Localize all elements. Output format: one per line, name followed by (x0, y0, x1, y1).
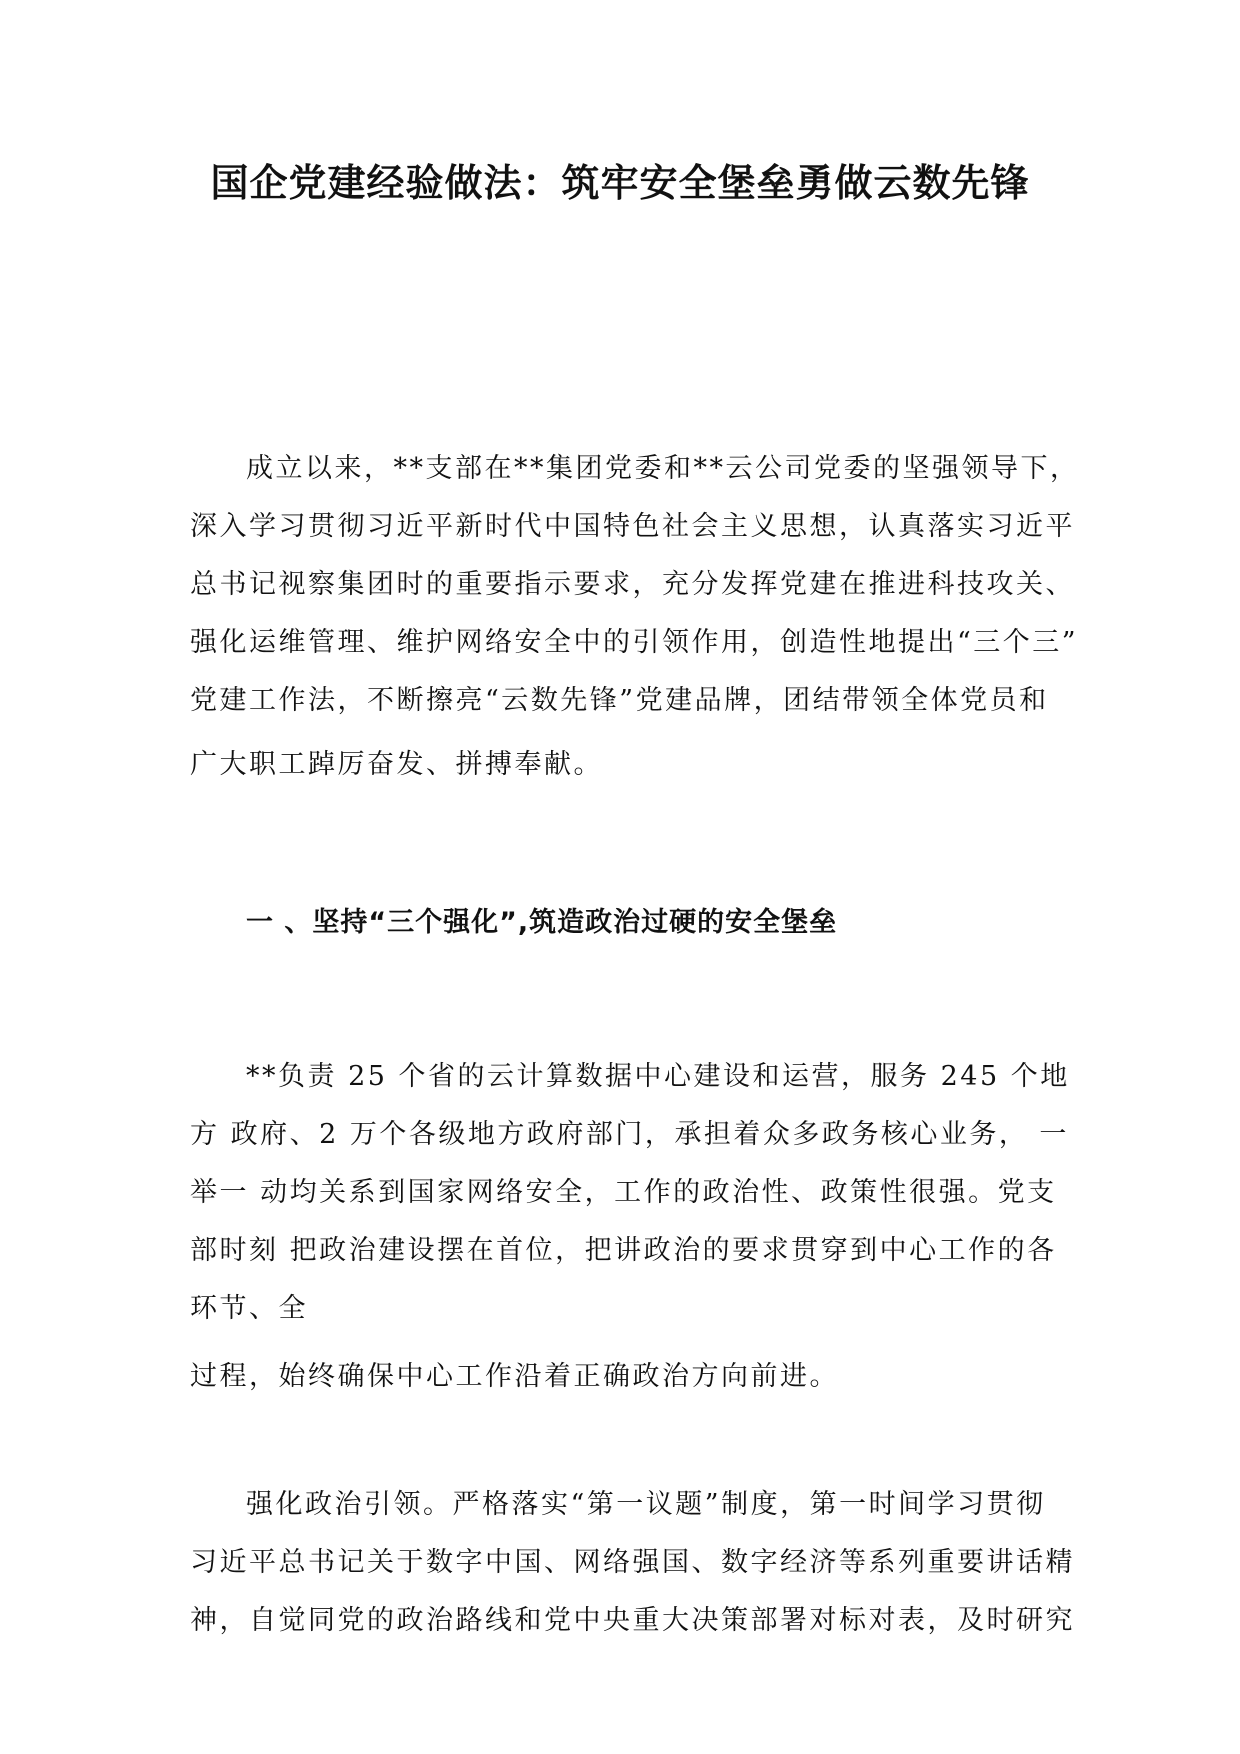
political-guidance-paragraph (190, 1476, 1075, 1650)
paragraph-line: 环节、全 (190, 1293, 308, 1324)
intro-paragraph (190, 440, 1080, 794)
section-heading: 一 、坚持“三个强化”,筑造政治过硬的安全堡垒 (246, 907, 838, 938)
paragraph-line: 深入学习贯彻习近平新时代中国特色社会主义思想，认真落实习近平 (190, 511, 1075, 542)
paragraph-line: 方 政府、2 万个各级地方政府部门，承担着众多政务核心业务， 一 (190, 1119, 1069, 1150)
paragraph-line: 广大职工踔厉奋发、拼搏奉献。 (190, 749, 603, 780)
paragraph-line: 强化政治引领。严格落实“第一议题”制度，第一时间学习贯彻 (246, 1489, 1046, 1520)
paragraph-line: 神，自觉同党的政治路线和党中央重大决策部署对标对表，及时研究 (190, 1605, 1075, 1636)
paragraph-line: 党建工作法，不断擦亮“云数先锋”党建品牌，团结带领全体党员和 (190, 685, 1049, 716)
paragraph-line: 强化运维管理、维护网络安全中的引领作用，创造性地提出“三个三” (190, 627, 1079, 658)
paragraph-line: 总书记视察集团时的重要指示要求，充分发挥党建在推进科技攻关、 (190, 569, 1075, 600)
paragraph-line: 部时刻 把政治建设摆在首位，把讲政治的要求贯穿到中心工作的各 (190, 1235, 1057, 1266)
paragraph-line: 习近平总书记关于数字中国、网络强国、数字经济等系列重要讲话精 (190, 1547, 1075, 1578)
paragraph-line: 举一 动均关系到国家网络安全，工作的政治性、政策性很强。党支 (190, 1177, 1057, 1208)
paragraph-line: **负责 25 个省的云计算数据中心建设和运营，服务 245 个地 (246, 1061, 1070, 1092)
paragraph-line: 过程，始终确保中心工作沿着正确政治方向前进。 (190, 1361, 839, 1392)
section1-paragraph (190, 1048, 1070, 1406)
paragraph-line: 成立以来，**支部在**集团党委和**云公司党委的坚强领导下， (246, 453, 1080, 484)
document-title: 国企党建经验做法：筑牢安全堡垒勇做云数先锋 (210, 161, 1030, 205)
